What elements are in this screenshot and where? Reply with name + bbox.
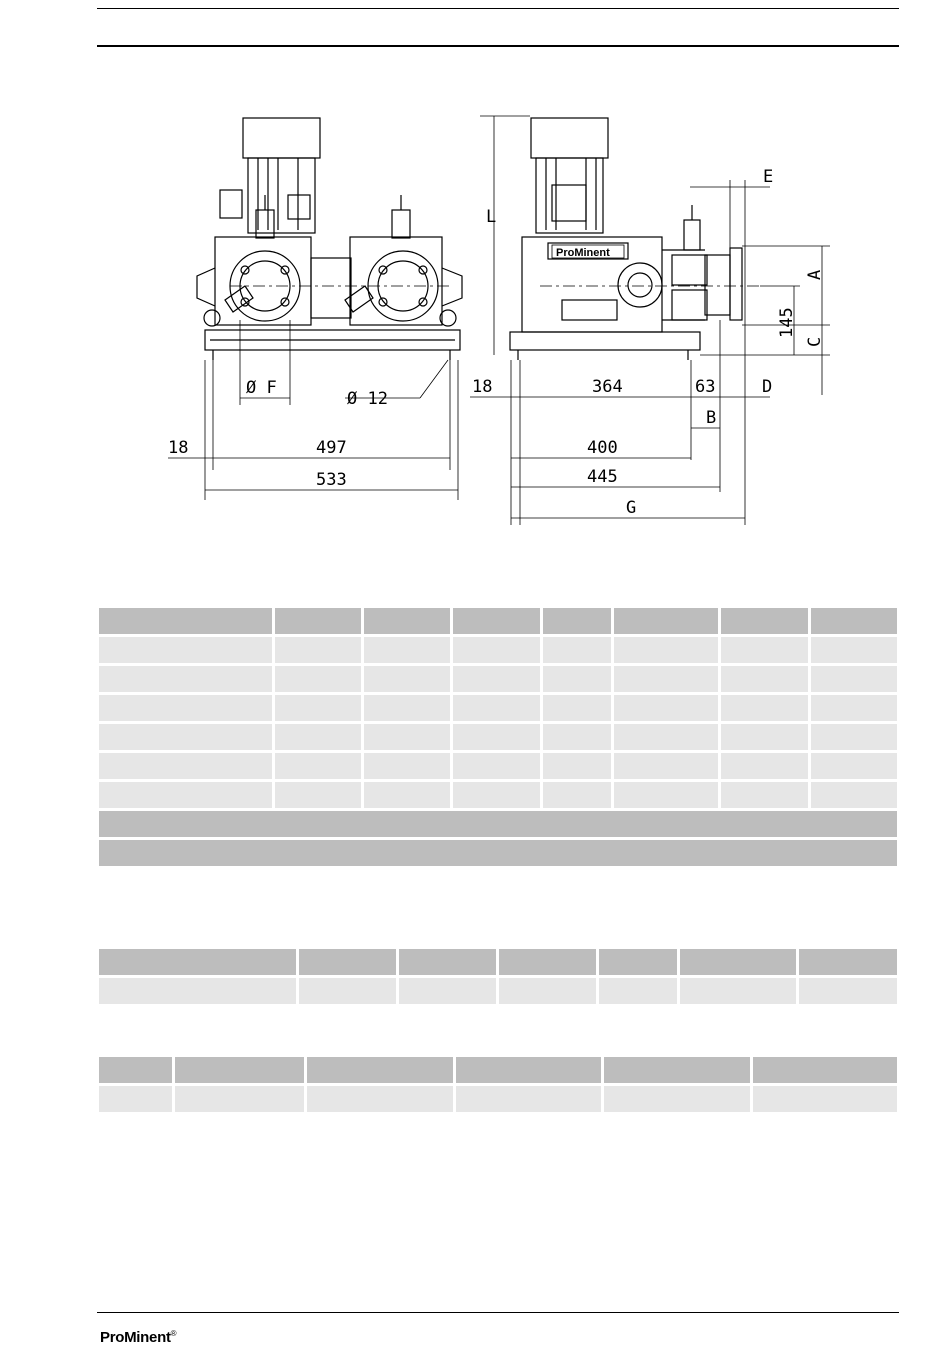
header-cell bbox=[721, 608, 807, 634]
header-cell bbox=[811, 608, 897, 634]
dimension-table-3 bbox=[96, 1054, 900, 1115]
table-row bbox=[99, 724, 897, 750]
dim-label-533: 533 bbox=[316, 470, 347, 490]
table-header-row bbox=[99, 608, 897, 634]
table-row bbox=[99, 978, 897, 1004]
dim-label-d: D bbox=[762, 377, 773, 397]
dimension-table-2 bbox=[96, 946, 900, 1007]
dim-label-497: 497 bbox=[316, 438, 347, 458]
dim-label-l: L bbox=[486, 207, 497, 227]
dim-label-18-right: 18 bbox=[472, 377, 493, 397]
dim-label-diameter-f: Ø F bbox=[246, 378, 277, 398]
dim-label-145: 145 bbox=[777, 307, 797, 338]
prominent-logo bbox=[100, 1329, 176, 1346]
table-row bbox=[99, 637, 897, 663]
table-row bbox=[99, 695, 897, 721]
table-row bbox=[99, 1086, 897, 1112]
nameplate-text: ProMinent bbox=[556, 247, 610, 259]
dim-label-445: 445 bbox=[587, 467, 618, 487]
dim-label-diameter-12: Ø 12 bbox=[347, 389, 388, 409]
header-cell bbox=[99, 608, 272, 634]
header-cell bbox=[275, 608, 361, 634]
header-rule-top bbox=[97, 8, 899, 9]
logo-part-minent: Minent bbox=[124, 1329, 171, 1346]
table-header-row bbox=[99, 1057, 897, 1083]
logo-part-pro: Pro bbox=[100, 1329, 125, 1346]
dim-label-63: 63 bbox=[695, 377, 716, 397]
table-footnote-row bbox=[99, 811, 897, 837]
header-cell bbox=[453, 608, 539, 634]
dim-label-e: E bbox=[763, 167, 774, 187]
dim-label-b: B bbox=[706, 408, 717, 428]
table-footnote-row bbox=[99, 840, 897, 866]
table-header-row bbox=[99, 949, 897, 975]
dimension-table-1 bbox=[96, 605, 900, 869]
header-cell bbox=[364, 608, 450, 634]
dim-label-400: 400 bbox=[587, 438, 618, 458]
dim-label-c: C bbox=[805, 336, 825, 347]
table-row bbox=[99, 666, 897, 692]
header-rule-bottom bbox=[97, 45, 899, 47]
table-row bbox=[99, 753, 897, 779]
dim-label-364: 364 bbox=[592, 377, 623, 397]
dim-label-a: A bbox=[805, 269, 825, 280]
footer-rule bbox=[97, 1312, 899, 1313]
dim-label-18-left: 18 bbox=[168, 438, 189, 458]
header-cell bbox=[614, 608, 718, 634]
dimension-drawing bbox=[150, 105, 825, 535]
logo-registered-mark: ® bbox=[170, 1329, 177, 1338]
table-row bbox=[99, 782, 897, 808]
dim-label-g: G bbox=[626, 498, 637, 518]
header-cell bbox=[543, 608, 611, 634]
